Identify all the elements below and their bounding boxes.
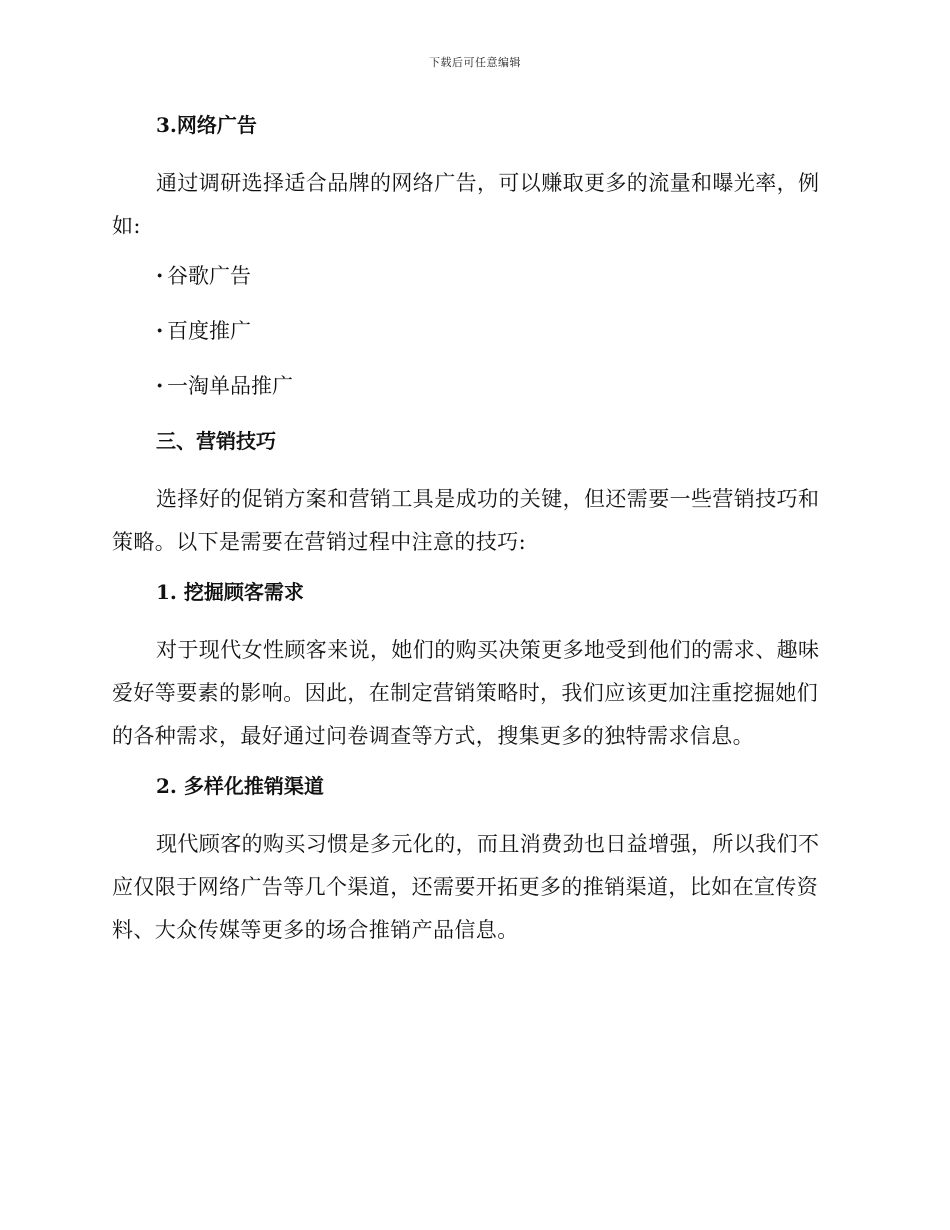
paragraph-marketing-tips: 选择好的促销方案和营销工具是成功的关键，但还需要一些营销技巧和策略。以下是需要在营销过程中注意的技巧: xyxy=(112,487,820,554)
subheading-diverse-channels: 2. 多样化推销渠道 xyxy=(156,774,324,798)
bullet-text: 一淘单品推广 xyxy=(167,374,293,398)
bullet-dot-icon: · xyxy=(156,373,164,398)
bullet-dot-icon: · xyxy=(156,263,164,288)
paragraph-diverse-channels: 现代顾客的购买习惯是多元化的，而且消费劲也日益增强，所以我们不应仅限于网络广告等几个渠道，还需要开拓更多的推销渠道，比如在宣传资料、大众传媒等更多的场合推销产品信息。 xyxy=(112,832,820,942)
bullet-google-ads xyxy=(112,259,832,293)
bullet-dot-icon: · xyxy=(156,318,164,343)
paragraph-network-ads: 通过调研选择适合品牌的网络广告，可以赚取更多的流量和曝光率，例如: xyxy=(112,171,820,238)
bullet-baidu-promotion xyxy=(112,314,832,348)
bullet-text: 百度推广 xyxy=(167,319,251,343)
document-body xyxy=(112,108,832,963)
bullet-text: 谷歌广告 xyxy=(167,264,251,288)
subheading-customer-needs: 1. 挖掘顾客需求 xyxy=(156,580,304,604)
paragraph-customer-needs: 对于现代女性顾客来说，她们的购买决策更多地受到他们的需求、趣味爱好等要素的影响。因此，在制定营销策略时，我们应该更加注重挖掘她们的各种需求，最好通过问卷调查等方式，搜集更多的独特需求信息。 xyxy=(112,638,820,748)
bullet-taobao-promotion xyxy=(112,369,832,403)
section-heading-network-ads: 3.网络广告 xyxy=(156,113,257,137)
section-heading-marketing-tips: 三、营销技巧 xyxy=(156,429,276,453)
page-header: 下载后可任意编辑 xyxy=(429,56,521,69)
